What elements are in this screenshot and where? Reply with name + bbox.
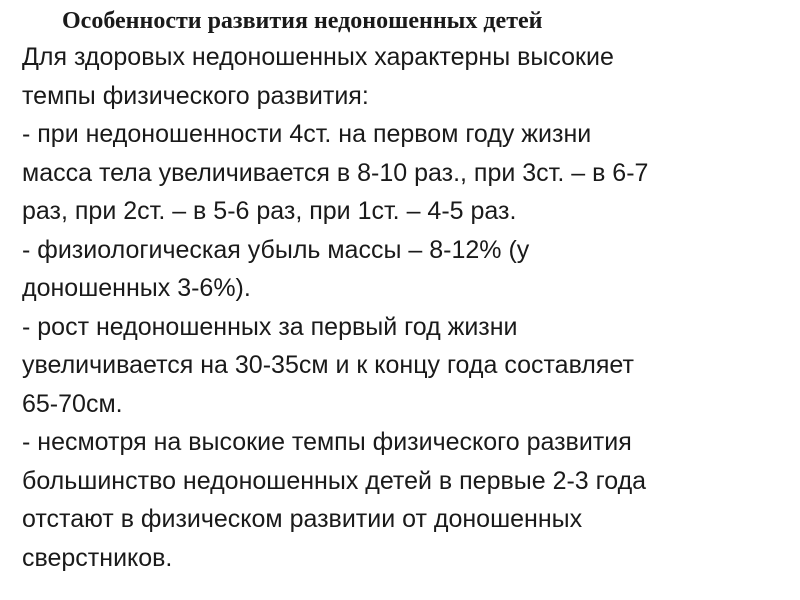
body-line-8: - рост недоношенных за первый год жизни (22, 312, 518, 341)
slide-title: Особенности развития недоношенных детей (62, 8, 543, 34)
body-line-13: отстают в физическом развитии от доношенных (22, 505, 583, 533)
body-line-14: сверстников. (22, 543, 173, 572)
body-line-2: темпы физического развития: (22, 81, 369, 110)
body-line-1: Для здоровых недоношенных характерны высокие (22, 43, 614, 71)
body-line-3: - при недоношенности 4ст. на первом году жизни (22, 120, 592, 148)
slide-body (22, 38, 786, 577)
body-line-4: масса тела увеличивается в 8-10 раз., при 3ст. – в 6-7 (22, 158, 649, 187)
body-line-5: раз, при 2ст. – в 5-6 раз, при 1ст. – 4-5 раз. (22, 197, 517, 225)
body-line-10: 65-70см. (22, 389, 123, 418)
body-line-11: - несмотря на высокие темпы физического развития (22, 428, 632, 456)
body-line-6: - физиологическая убыль массы – 8-12% (у (22, 235, 530, 264)
body-line-9: увеличивается на 30-35см и к концу года составляет (22, 351, 634, 379)
body-line-7: доношенных 3-6%). (22, 274, 251, 302)
body-line-12: большинство недоношенных детей в первые 2-3 года (22, 466, 647, 495)
